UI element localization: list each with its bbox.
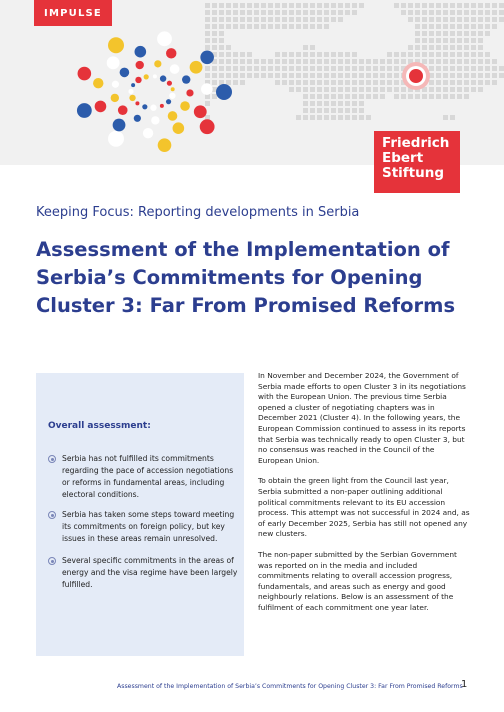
spiral-dot bbox=[135, 46, 147, 58]
spiral-dot bbox=[118, 105, 128, 115]
summary-item bbox=[48, 453, 238, 501]
spiral-dot bbox=[135, 77, 141, 83]
spiral-dot bbox=[107, 56, 120, 69]
spiral-dot bbox=[200, 119, 215, 134]
spiral-dot bbox=[216, 84, 232, 100]
spiral-dot bbox=[168, 111, 178, 121]
spiral-dot bbox=[108, 131, 124, 147]
paragraph: To obtain the green light from the Council last year, Serbia submitted a non-paper outlining additional political commitments relevant to its EU accession process. This attempt was not successful in 2024 and, as of early December 2025, Serbia has still not opened any new clusters. bbox=[258, 476, 470, 539]
spiral-dot bbox=[190, 61, 203, 74]
spiral-dot bbox=[194, 105, 207, 118]
logo-line: Ebert bbox=[382, 150, 424, 166]
spiral-dot bbox=[173, 122, 185, 134]
bullet-icon bbox=[48, 511, 56, 519]
footer-running-title: Assessment of the Implementation of Serbia’s Commitments for Opening Cluster 3: Far From Promised Reforms bbox=[117, 683, 463, 690]
spiral-dot bbox=[157, 31, 172, 46]
paragraph: In November and December 2024, the Government of Serbia made efforts to open Cluster 3 in its negotiations with the European Union. The previous time Serbia opened a cluster of negotiating chapters was in December 2021 (Cluster 4). In the following years, the European Commission continued to assess in its reports that Serbia was technically ready to open Cluster 3, but no consensus was reached in the Council of the European Union. bbox=[258, 371, 466, 465]
logo-line: Stiftung bbox=[382, 165, 445, 181]
summary-item-text: Serbia has not fulfilled its commitments regarding the pace of accession negotiations or reforms in fundamental areas, including electoral conditions. bbox=[62, 454, 234, 499]
spiral-dot bbox=[95, 101, 107, 113]
spiral-dot bbox=[77, 103, 92, 118]
bullet-icon bbox=[48, 455, 56, 463]
spiral-dot bbox=[166, 48, 176, 58]
page-number: 1 bbox=[461, 679, 468, 690]
spiral-dot bbox=[170, 64, 180, 74]
spiral-dot bbox=[180, 101, 190, 111]
summary-item-text: Several specific commitments in the areas of energy and the visa regime have been largely fulfilled. bbox=[62, 556, 238, 589]
body-text bbox=[258, 371, 470, 623]
bullet-icon bbox=[48, 557, 56, 565]
spiral-dot bbox=[131, 83, 135, 87]
spiral-dot bbox=[111, 94, 119, 102]
spiral-dot bbox=[171, 87, 175, 91]
series-subtitle: Keeping Focus: Reporting developments in Serbia bbox=[36, 205, 360, 220]
spiral-dot bbox=[186, 89, 193, 96]
spiral-dot bbox=[166, 99, 171, 104]
spiral-dot bbox=[134, 115, 141, 122]
spiral-dot bbox=[93, 78, 103, 88]
spiral-dot bbox=[182, 75, 190, 83]
spiral-dot bbox=[154, 60, 161, 67]
spiral-dot bbox=[108, 37, 124, 53]
spiral-dot bbox=[78, 67, 92, 81]
spiral-dot bbox=[142, 104, 147, 109]
spiral-dot bbox=[129, 95, 135, 101]
spiral-dot bbox=[113, 119, 126, 132]
spiral-dot bbox=[160, 104, 164, 108]
spiral-dot bbox=[135, 101, 139, 105]
spiral-dot bbox=[160, 75, 166, 81]
spiral-dot bbox=[144, 74, 149, 79]
summary-heading: Overall assessment: bbox=[48, 421, 151, 431]
spiral-dot bbox=[128, 89, 133, 94]
spiral-dot bbox=[158, 138, 172, 152]
spiral-dot bbox=[120, 68, 130, 78]
spiral-dot bbox=[200, 50, 214, 64]
page-title: Assessment of the Implementation of Serbia’s Commitments for Opening Cluster 3: Far From Promised Reforms bbox=[36, 238, 456, 317]
summary-box bbox=[36, 373, 244, 656]
spiral-dot bbox=[169, 93, 175, 99]
spiral-dot bbox=[151, 116, 159, 124]
paragraph: The non-paper submitted by the Serbian Government was reported on in the media and included commitments relating to overall accession progress, fundamentals, and areas such as energy and good neighbourly relations. Below is an assessment of the fulfilment of each commitment one year later. bbox=[258, 549, 457, 612]
impulse-tag: IMPULSE bbox=[34, 0, 112, 26]
spiral-dot bbox=[112, 81, 119, 88]
spiral-dot bbox=[153, 74, 157, 78]
spiral-dot bbox=[136, 61, 144, 69]
logo-line: Friedrich bbox=[382, 135, 450, 151]
spiral-dot bbox=[167, 81, 172, 86]
fes-logo bbox=[374, 131, 460, 193]
summary-item bbox=[48, 555, 238, 591]
summary-item bbox=[48, 509, 238, 545]
spiral-dot bbox=[150, 105, 156, 111]
spiral-dot bbox=[143, 128, 153, 138]
spiral-dot bbox=[201, 83, 213, 95]
summary-item-text: Serbia has taken some steps toward meeting its commitments on foreign policy, but key issues in these areas remain unresolved. bbox=[62, 510, 235, 543]
